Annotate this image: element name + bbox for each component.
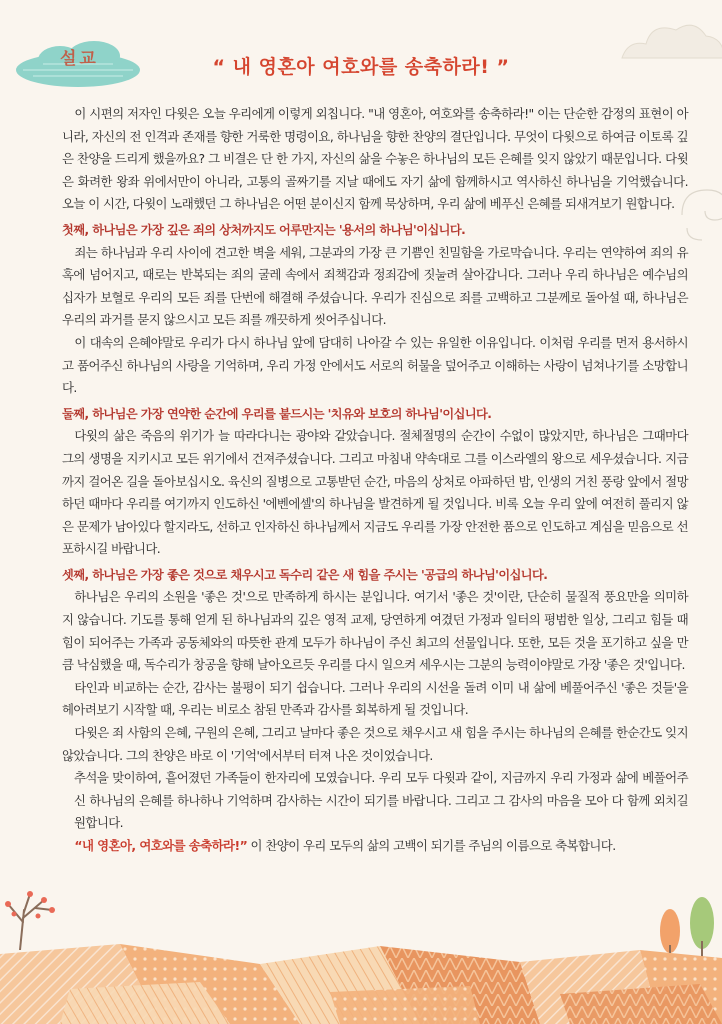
closing-line	[62, 835, 688, 858]
section-3-paragraph-1: 하나님은 우리의 소원을 '좋은 것'으로 만족하게 하시는 분입니다. 여기서 '좋은 것'이란, 단순히 물질적 풍요만을 의미하지 않습니다. 기도를 통해 얻게 된 하나님과의 깊은 영적 교제, 당연하게 여겼던 가정과 일터의 평범한 일상, 그리고 힘들 때 힘이 되어주는 가족과 공동체와의 따뜻한 관계 모두가 하나님이 주신 최고의 선물입니다. 또한, 모든 것을 포기하고 싶을 만큼 낙심했을 때, 독수리가 창공을 향해 날아오르듯 우리를 다시 일으켜 세우시는 그분의 능력이야말로 가장 '좋은 것'입니다.	[62, 589, 688, 673]
section-1-paragraph-2: 이 대속의 은혜야말로 우리가 다시 하나님 앞에 담대히 나아갈 수 있는 유일한 이유입니다. 이처럼 우리를 먼저 용서하시고 품어주신 하나님의 사랑을 기억하며, 우리 가정 안에서도 서로의 허물을 덮어주고 이해하는 사랑이 넘쳐나기를 소망합니다.	[62, 334, 688, 396]
section-2-paragraph-1: 다윗의 삶은 죽음의 위기가 늘 따라다니는 광야와 같았습니다. 절체절명의 순간이 수없이 많았지만, 하나님은 그때마다 그의 생명을 지키시고 모든 위기에서 건져주셨습니다. 그리고 마침내 약속대로 그를 이스라엘의 왕으로 세우셨습니다. 지금까지 걸어온 길을 돌아보십시오. 육신의 질병으로 고통받던 순간, 마음의 상처로 아파하던 밤, 인생의 거친 풍랑 앞에서 절망하던 때마다 우리를 여기까지 인도하신 '에벤에셀'의 하나님을 발견하게 될 것입니다. 비록 오늘 우리 앞에 여전히 풀리지 않은 문제가 남아있다 할지라도, 선하고 인자하신 하나님께서 지금도 우리를 가장 안전한 품으로 인도하고 계심을 믿음으로 선포하시길 바랍니다.	[62, 428, 688, 557]
section-1-paragraph-1: 죄는 하나님과 우리 사이에 견고한 벽을 세워, 그분과의 가장 큰 기쁨인 친밀함을 가로막습니다. 우리는 연약하여 죄의 유혹에 넘어지고, 때로는 반복되는 죄의 굴레 속에서 죄책감과 정죄감에 짓눌려 살아갑니다. 그러나 우리 하나님은 예수님의 십자가 보혈로 우리의 모든 죄를 단번에 해결해 주셨습니다. 우리가 진심으로 죄를 고백하고 그분께로 돌아설 때, 하나님은 우리의 과거를 묻지 않으시고 모든 죄를 깨끗하게 씻어주십니다.	[62, 244, 688, 328]
closing-blessing: 이 찬양이 우리 모두의 삶의 고백이 되기를 주님의 이름으로 축복합니다.	[247, 838, 616, 853]
section-3-paragraph-2: 타인과 비교하는 순간, 감사는 불평이 되기 쉽습니다. 그러나 우리의 시선을 돌려 이미 내 삶에 베풀어주신 '좋은 것들'을 헤아려보기 시작할 때, 우리는 비로소 참된 만족과 감사를 회복하게 될 것입니다.	[62, 679, 688, 718]
closing-paragraph: 추석을 맞이하여, 흩어졌던 가족들이 한자리에 모였습니다. 우리 모두 다윗과 같이, 지금까지 우리 가정과 삶에 베풀어주신 하나님의 은혜를 하나하나 기억하며 감사하는 시간이 되기를 바랍니다. 그리고 그 감사의 마음을 모아 다 함께 외치길 원합니다.	[74, 770, 688, 831]
sermon-body	[62, 103, 688, 858]
intro-paragraph: 이 시편의 저자인 다윗은 오늘 우리에게 이렇게 외칩니다. "내 영혼아, 여호와를 송축하라!" 이는 단순한 감정의 표현이 아니라, 자신의 전 인격과 존재를 향한 거룩한 명령이요, 하나님을 향한 찬양의 결단입니다. 무엇이 다윗으로 하여금 이토록 깊은 찬양을 드리게 했을까요? 그 비결은 단 한 가지, 자신의 삶을 수놓은 하나님의 모든 은혜를 잊지 않았기 때문입니다. 다윗은 화려한 왕좌 위에서만이 아니라, 고통의 골짜기를 지날 때에도 자기 삶에 함께하시고 역사하신 하나님을 기억했습니다. 오늘 이 시간, 다윗이 노래했던 그 하나님은 어떤 분이신지 함께 묵상하며, 우리 삶에 베푸신 은혜를 되새겨보기 원합니다.	[62, 106, 688, 212]
page-title: “ 내 영혼아 여호와를 송축하라! ”	[212, 56, 510, 78]
section-heading-1: 첫째, 하나님은 가장 깊은 죄의 상처까지도 어루만지는 '용서의 하나님'이십니다.	[62, 222, 466, 237]
section-label: 설교	[60, 49, 99, 69]
closing-quote: “내 영혼아, 여호와를 송축하라!”	[74, 838, 248, 853]
section-heading-2: 둘째, 하나님은 가장 연약한 순간에 우리를 붙드시는 '치유와 보호의 하나님'이십니다.	[62, 406, 492, 421]
section-heading-3: 셋째, 하나님은 가장 좋은 것으로 채우시고 독수리 같은 새 힘을 주시는 '공급의 하나님'이십니다.	[62, 567, 548, 582]
section-3-paragraph-3: 다윗은 죄 사함의 은혜, 구원의 은혜, 그리고 날마다 좋은 것으로 채우시고 새 힘을 주시는 하나님의 은혜를 한순간도 잊지 않았습니다. 그의 찬양은 바로 이 '기억'에서부터 터져 나온 것이었습니다.	[62, 725, 688, 763]
patterned-ground-decoration	[0, 934, 722, 1024]
